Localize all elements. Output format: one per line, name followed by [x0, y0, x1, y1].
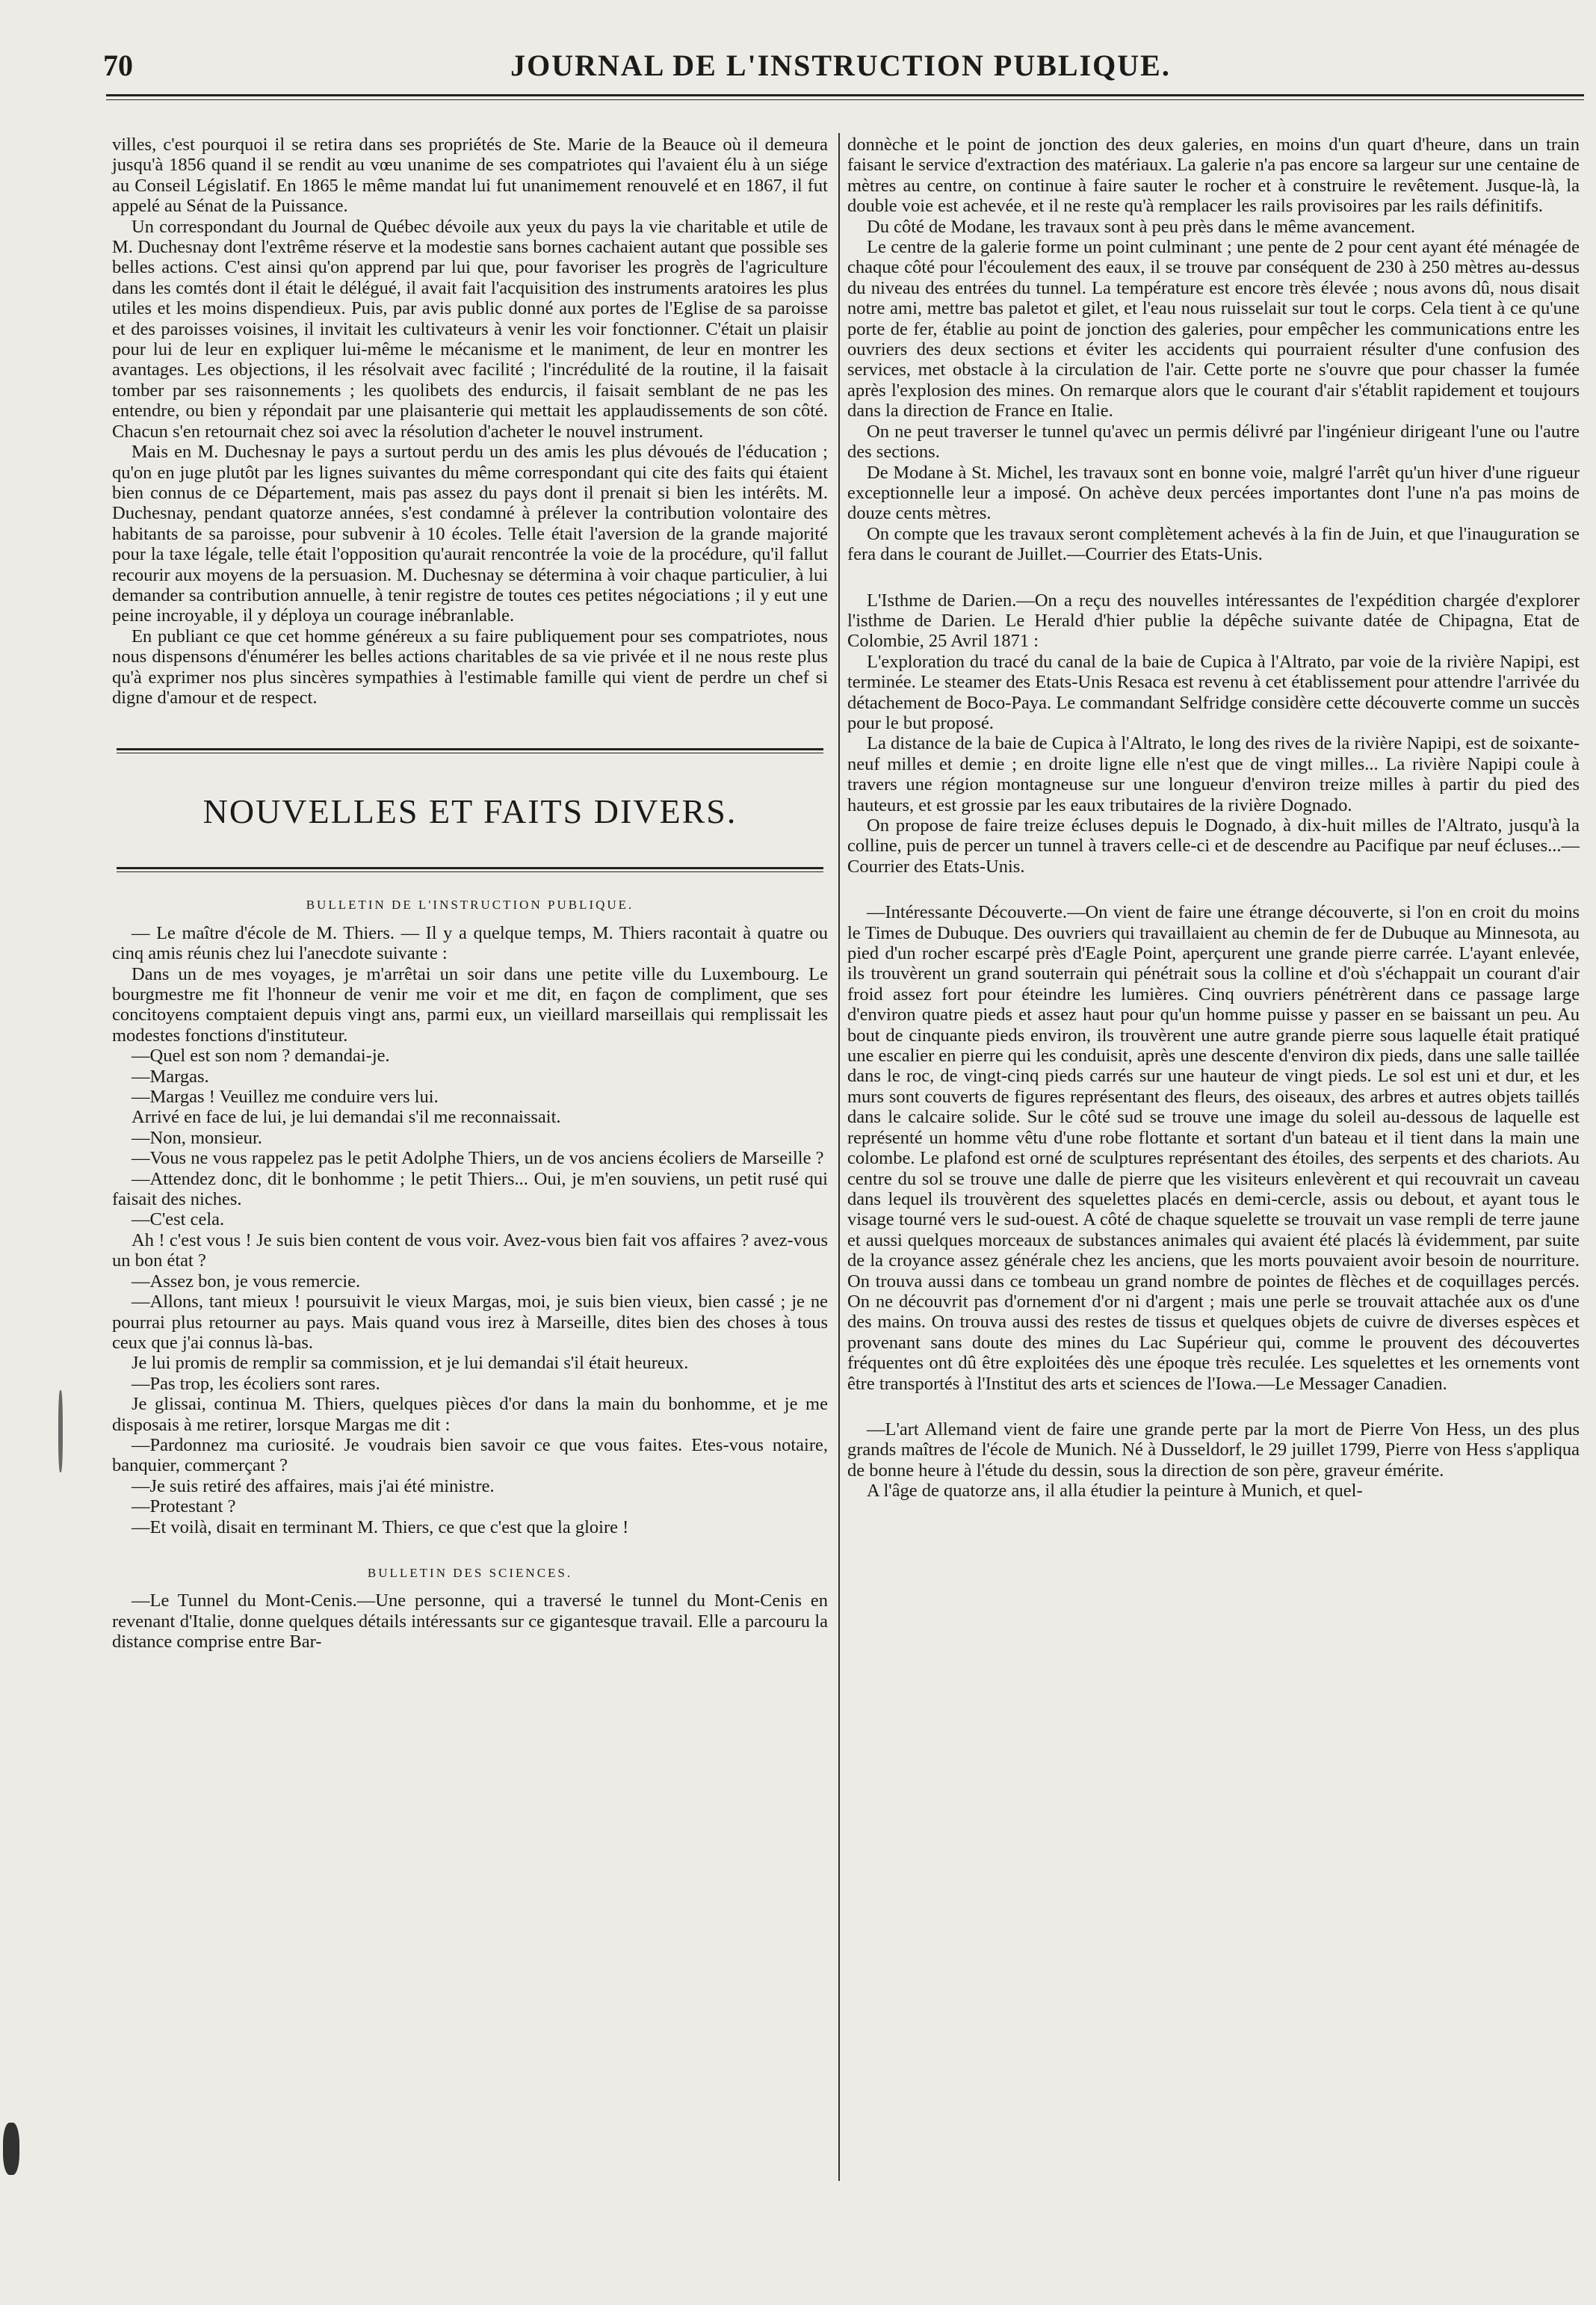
- anecdote-line: —Allons, tant mieux ! poursuivit le vieux Margas, moi, je suis bien vieux, bien cassé ; je ne pourrai plus retourner au pays. Mais quand vous irez à Marseille, dites bien des choses à tous ceux que j'ai connus là-bas.: [112, 1292, 828, 1353]
- anecdote-line: —Quel est son nom ? demandai-je.: [132, 1046, 390, 1067]
- anecdote-line: Ah ! c'est vous ! Je suis bien content de vous voir. Avez-vous bien fait vos affaires ? avez-vous un bon état ?: [112, 1229, 828, 1271]
- article-paragraph: On compte que les travaux seront complètement achevés à la fin de Juin, et que l'inauguration se fera dans le courant de Juillet.—Courrier des Etats-Unis.: [847, 523, 1580, 565]
- article-paragraph: donnèche et le point de jonction des deux galeries, en moins d'un quart d'heure, dans un train faisant le service d'extraction des matériaux. La galerie n'a pas encore sa largeur sur une centaine de mètres au centre, on continue à faire sauter le rocher et à construire le revêtement. Jusque-là, la double voie est achevée, et il ne reste qu'à remplacer les rails provisoires par les rails définitifs.: [847, 135, 1580, 217]
- bulletin-heading: BULLETIN DES SCIENCES.: [367, 1565, 573, 1580]
- article-paragraph: A l'âge de quatorze ans, il alla étudier la peinture à Munich, et quel-: [867, 1481, 1363, 1502]
- ink-smudge: [3, 2123, 19, 2175]
- anecdote-lines: [112, 964, 828, 1537]
- column-divider: [838, 133, 840, 2181]
- anecdote-line: Je glissai, continua M. Thiers, quelques pièces d'or dans la main du bonhomme, et je me disposais à me retirer, lorsque Margas me dit :: [112, 1394, 828, 1435]
- article-paragraph: L'exploration du tracé du canal de la baie de Cupica à l'Altrato, par voie de la rivière Napipi, est terminée. Le steamer des Etats-Unis Resaca est revenu à cet établissement pour attendre l'arrivée du détachement de Boco-Paya. Le commandant Selfridge considère cette découverte comme un succès pour le but proposé.: [847, 651, 1580, 733]
- section-heading-block: [112, 748, 828, 872]
- page-header: [97, 43, 1584, 88]
- right-column: [847, 135, 1580, 1502]
- anecdote-line: —Non, monsieur.: [132, 1127, 262, 1148]
- article-paragraph: En publiant ce que cet homme généreux a su faire publiquement pour ses compatriotes, nous nous dispensons d'énumérer les belles actions charitables de sa vie privée et il ne nous reste plus qu'à exprimer nos plus sincères sympathies à l'estimable famille qui vient de perdre un chef si digne d'amour et de respect.: [112, 626, 828, 708]
- ink-mark: [58, 1390, 63, 1472]
- news-item-intro: L'Isthme de Darien.—On a reçu des nouvelles intéressantes de l'expédition chargée d'explorer l'isthme de Darien. Le Herald d'hier publie la dépêche suivante datée de Chipagna, Etat de Colombie, 25 Avril 1871 :: [847, 590, 1580, 652]
- article-paragraph: On propose de faire treize écluses depuis le Dognado, à dix-huit milles de l'Altrato, jusqu'à la colline, puis de percer un tunnel à travers celle-ci et de descendre au Pacifique par neuf écluses...—Courrier des Etats-Unis.: [847, 815, 1580, 877]
- section-rule-bottom: [117, 867, 823, 869]
- article-paragraph: Du côté de Modane, les travaux sont à peu près dans le même avancement.: [867, 216, 1416, 237]
- section-rule-bottom-thin: [117, 871, 823, 872]
- anecdote-line: —Margas.: [132, 1066, 209, 1087]
- section-title: NOUVELLES ET FAITS DIVERS.: [202, 792, 737, 831]
- header-rule-thin: [106, 99, 1584, 100]
- article-paragraph: On ne peut traverser le tunnel qu'avec un permis délivré par l'ingénieur dirigeant l'une ou l'autre des sections.: [847, 421, 1580, 463]
- article-paragraph: villes, c'est pourquoi il se retira dans ses propriétés de Ste. Marie de la Beauce où il demeura jusqu'à 1856 quand il se rendit au vœu unanime de ses compatriotes qui l'avaient élu à un siége au Conseil Législatif. En 1865 le même mandat lui fut unanimement renouvelé et en 1867, il fut appelé au Sénat de la Puissance.: [112, 135, 828, 217]
- news-item-intro: —L'art Allemand vient de faire une grande perte par la mort de Pierre Von Hess, un des plus grands maîtres de l'école de Munich. Né à Dusseldorf, le 29 juillet 1799, Pierre von Hess s'appliqua de bonne heure à l'étude du dessin, sous la direction de son père, graveur émérite.: [847, 1419, 1580, 1481]
- article-paragraph: De Modane à St. Michel, les travaux sont en bonne voie, malgré l'arrêt qu'un hiver d'une rigueur exceptionnelle leur a imposé. On achève deux percées importantes dont l'une n'a pas moins de douze cents mètres.: [847, 462, 1580, 524]
- header-rule-thick: [106, 94, 1584, 96]
- running-title: JOURNAL DE L'INSTRUCTION PUBLIQUE.: [510, 49, 1171, 82]
- anecdote-line: —Margas ! Veuillez me conduire vers lui.: [132, 1087, 439, 1108]
- article-paragraph: Mais en M. Duchesnay le pays a surtout perdu un des amis les plus dévoués de l'éducation ; qu'on en juge plutôt par les lignes suivantes du même correspondant qui cite des faits qui étaient bien connus de ce Département, mais pas assez du pays dont il prenait si bien les intérêts. M. Duchesnay, pendant quatorze années, s'est condamné à prélever la contribution volontaire des habitants de sa paroisse, pour subvenir à 10 écoles. Telle était l'aversion de la grande majorité pour la taxe légale, telle était l'opposition qu'aurait rencontrée la voie de la procédure, qu'il fallut recourir aux moyens de la persuasion. M. Duchesnay se détermina à voir chaque particulier, à lui demander sa contribution annuelle, à tenir registre de toutes ces petites négociations ; il y eut une peine incroyable, il y déploya un courage inébranlable.: [112, 442, 828, 626]
- news-item-intro: —Le Tunnel du Mont-Cenis.—Une personne, qui a traversé le tunnel du Mont-Cenis en revenant d'Italie, donne quelques détails intéressants sur ce gigantesque travail. Elle a parcouru la distance comprise entre Bar-: [112, 1590, 828, 1653]
- anecdote-line: —Vous ne vous rappelez pas le petit Adolphe Thiers, un de vos anciens écoliers de Marseille ?: [132, 1148, 824, 1169]
- article-paragraph: La distance de la baie de Cupica à l'Altrato, le long des rives de la rivière Napipi, est de soixante-neuf milles et demie ; en droite ligne elle n'est que de vingt milles... La rivière Napipi coule à travers une région montagneuse sur une longueur d'environ treize milles à partir du pied des hauteurs, et est grossie par les eaux tributaires de la rivière Dognado.: [847, 733, 1580, 815]
- anecdote-line: —Pas trop, les écoliers sont rares.: [132, 1373, 380, 1394]
- news-item-intro: —Intéressante Découverte.—On vient de faire une étrange découverte, si l'on en croit du moins le Times de Dubuque. Des ouvriers qui travaillaient au chemin de fer de Dubuque au Minnesota, au pied d'un rocher escarpé près d'Eagle Point, aperçurent une grande pierre carrée. L'ayant enlevée, ils trouvèrent un grand souterrain qui pénétrait sous la colline et d'où s'échappait un courant d'air froid assez fort pour éteindre les lumières. Cinq ouvriers pénétrèrent dans ce passage large d'environ quatre pieds et assez haut pour qu'un homme puisse y passer en se baissant un peu. Au bout de cinquante pieds environ, ils trouvèrent une autre grande pierre sous laquelle était pratiqué une escalier en pierre qui les conduisit, après une descente d'environ dix pieds, dans une salle taillée dans le roc, de vingt-cinq pieds carrés sur une hauteur de vingt pieds. Le sol est uni et dur, et les murs sont couverts de figures représentant des fleurs, des oiseaux, des arbres et autres objets taillés dans le calcaire solide. Sur le côté sud se trouve une image du soleil au-dessous de laquelle est représenté un homme vêtu d'une robe flottante et sortant d'un bateau et il tient dans la main une colombe. Le plafond est orné de sculptures représentant des étoiles, des serpents et des chariots. Au centre du sol se trouve une dalle de pierre que les visiteurs enlevèrent et qui recouvrait un caveau dans lequel ils trouvèrent des squelettes placés en demi-cercle, assis ou debout, et ayant tous le visage tourné vers le sud-ouest. A côté de chaque squelette se trouvait un vase rempli de terre jaune et aussi quelques morceaux de substances animales qui avaient été placés là évidemment, par suite de la croyance assez générale chez les anciens, que les morts pouvaient avoir besoin de nourriture. On trouva aussi dans ce tombeau un grand nombre de pointes de flèches et de coquillages percés. On ne découvrit pas d'ornement d'or ni d'argent ; mais une perle se trouvait attachée aux os d'une des mains. On trouva aussi des restes de tissus et quelques objets de cuivre de diverses espèces et provenant sans doute des mines du Lac Supérieur qui, comme le prouvent des découvertes fréquentes ont dû être exploitées dès une époque très reculée. Les squelettes et les ornements vont être transportés à l'Institut des arts et sciences de l'Iowa.—Le Messager Canadien.: [847, 902, 1580, 1394]
- page-number: 70: [103, 49, 133, 82]
- left-column: [112, 135, 828, 1653]
- anecdote-line: —Je suis retiré des affaires, mais j'ai été ministre.: [132, 1475, 495, 1496]
- news-item-intro: — Le maître d'école de M. Thiers. — Il y a quelque temps, M. Thiers racontait à quatre ou cinq amis réunis chez lui l'anecdote suivante :: [112, 922, 828, 964]
- anecdote-line: —Protestant ?: [132, 1496, 236, 1517]
- article-paragraph: Le centre de la galerie forme un point culminant ; une pente de 2 pour cent ayant été ménagée de chaque côté pour l'écoulement des eaux, il se trouve par conséquent de 230 à 250 mètres au-dessus du niveau des entrées du tunnel. La température est encore très élevée ; nous avons dû, nous disait notre ami, mettre bas paletot et gilet, et l'eau nous ruisselait sur tout le corps. Cela tient à ce qu'une porte de fer, établie au point de jonction des galeries, pour empêcher les communications entre les ouvriers des deux sections et éviter les accidents qui pourraient résulter d'une confusion des services, met obstacle à la circulation de l'air. Cette porte ne s'ouvre que pour chasser la fumée après l'explosion des mines. On remarque alors que le courant d'air s'établit rapidement et toujours dans la direction de France en Italie.: [847, 237, 1580, 422]
- anecdote-line: —Assez bon, je vous remercie.: [132, 1271, 361, 1292]
- section-rule-top: [117, 748, 823, 750]
- anecdote-line: —Et voilà, disait en terminant M. Thiers, ce que c'est que la gloire !: [132, 1516, 629, 1537]
- anecdote-line: Arrivé en face de lui, je lui demandai s'il me reconnaissait.: [132, 1107, 561, 1128]
- bulletin-heading: BULLETIN DE L'INSTRUCTION PUBLIQUE.: [306, 898, 634, 913]
- anecdote-line: Je lui promis de remplir sa commission, et je lui demandai s'il était heureux.: [132, 1353, 689, 1374]
- anecdote-line: —Attendez donc, dit le bonhomme ; le petit Thiers... Oui, je m'en souviens, un petit rusé qui faisait des niches.: [112, 1168, 828, 1210]
- article-paragraph: Un correspondant du Journal de Québec dévoile aux yeux du pays la vie charitable et utile de M. Duchesnay dont l'extrême réserve et la modestie sans bornes cachaient autant que possible ses belles actions. C'est ainsi qu'on apprend par lui que, pour favoriser les progrès de l'agriculture dans les comtés dont il était le délégué, il avait fait l'acquisition des instruments aratoires les plus utiles et les moins dispendieux. Puis, par avis public donné aux portes de l'Eglise de sa paroisse et des paroisses voisines, il invitait les cultivateurs à venir les voir fonctionner. C'était un plaisir pour lui de leur en expliquer lui-même le mécanisme et le maniment, de leur en montrer les avantages. Les objections, il les résolvait avec facilité ; l'incrédulité de la routine, il la faisait tomber par ses raisonnements ; les quolibets des endurcis, il faisait semblant de ne pas les entendre, ou bien y répondait par une plaisanterie qui mettait les applaudissements de son côté. Chacun s'en retournait chez soi avec la résolution d'acheter le nouvel instrument.: [112, 216, 828, 442]
- anecdote-line: —C'est cela.: [132, 1209, 225, 1230]
- anecdote-line: —Pardonnez ma curiosité. Je voudrais bien savoir ce que vous faites. Etes-vous notaire, banquier, commerçant ?: [112, 1434, 828, 1476]
- anecdote-line: Dans un de mes voyages, je m'arrêtai un soir dans une petite ville du Luxembourg. Le bourgmestre me fit l'honneur de venir me voir et me dit, en façon de compliment, que ses concitoyens comptaient depuis vingt ans, parmi eux, un vieillard marseillais qui remplissait les modestes fonctions d'instituteur.: [112, 963, 828, 1046]
